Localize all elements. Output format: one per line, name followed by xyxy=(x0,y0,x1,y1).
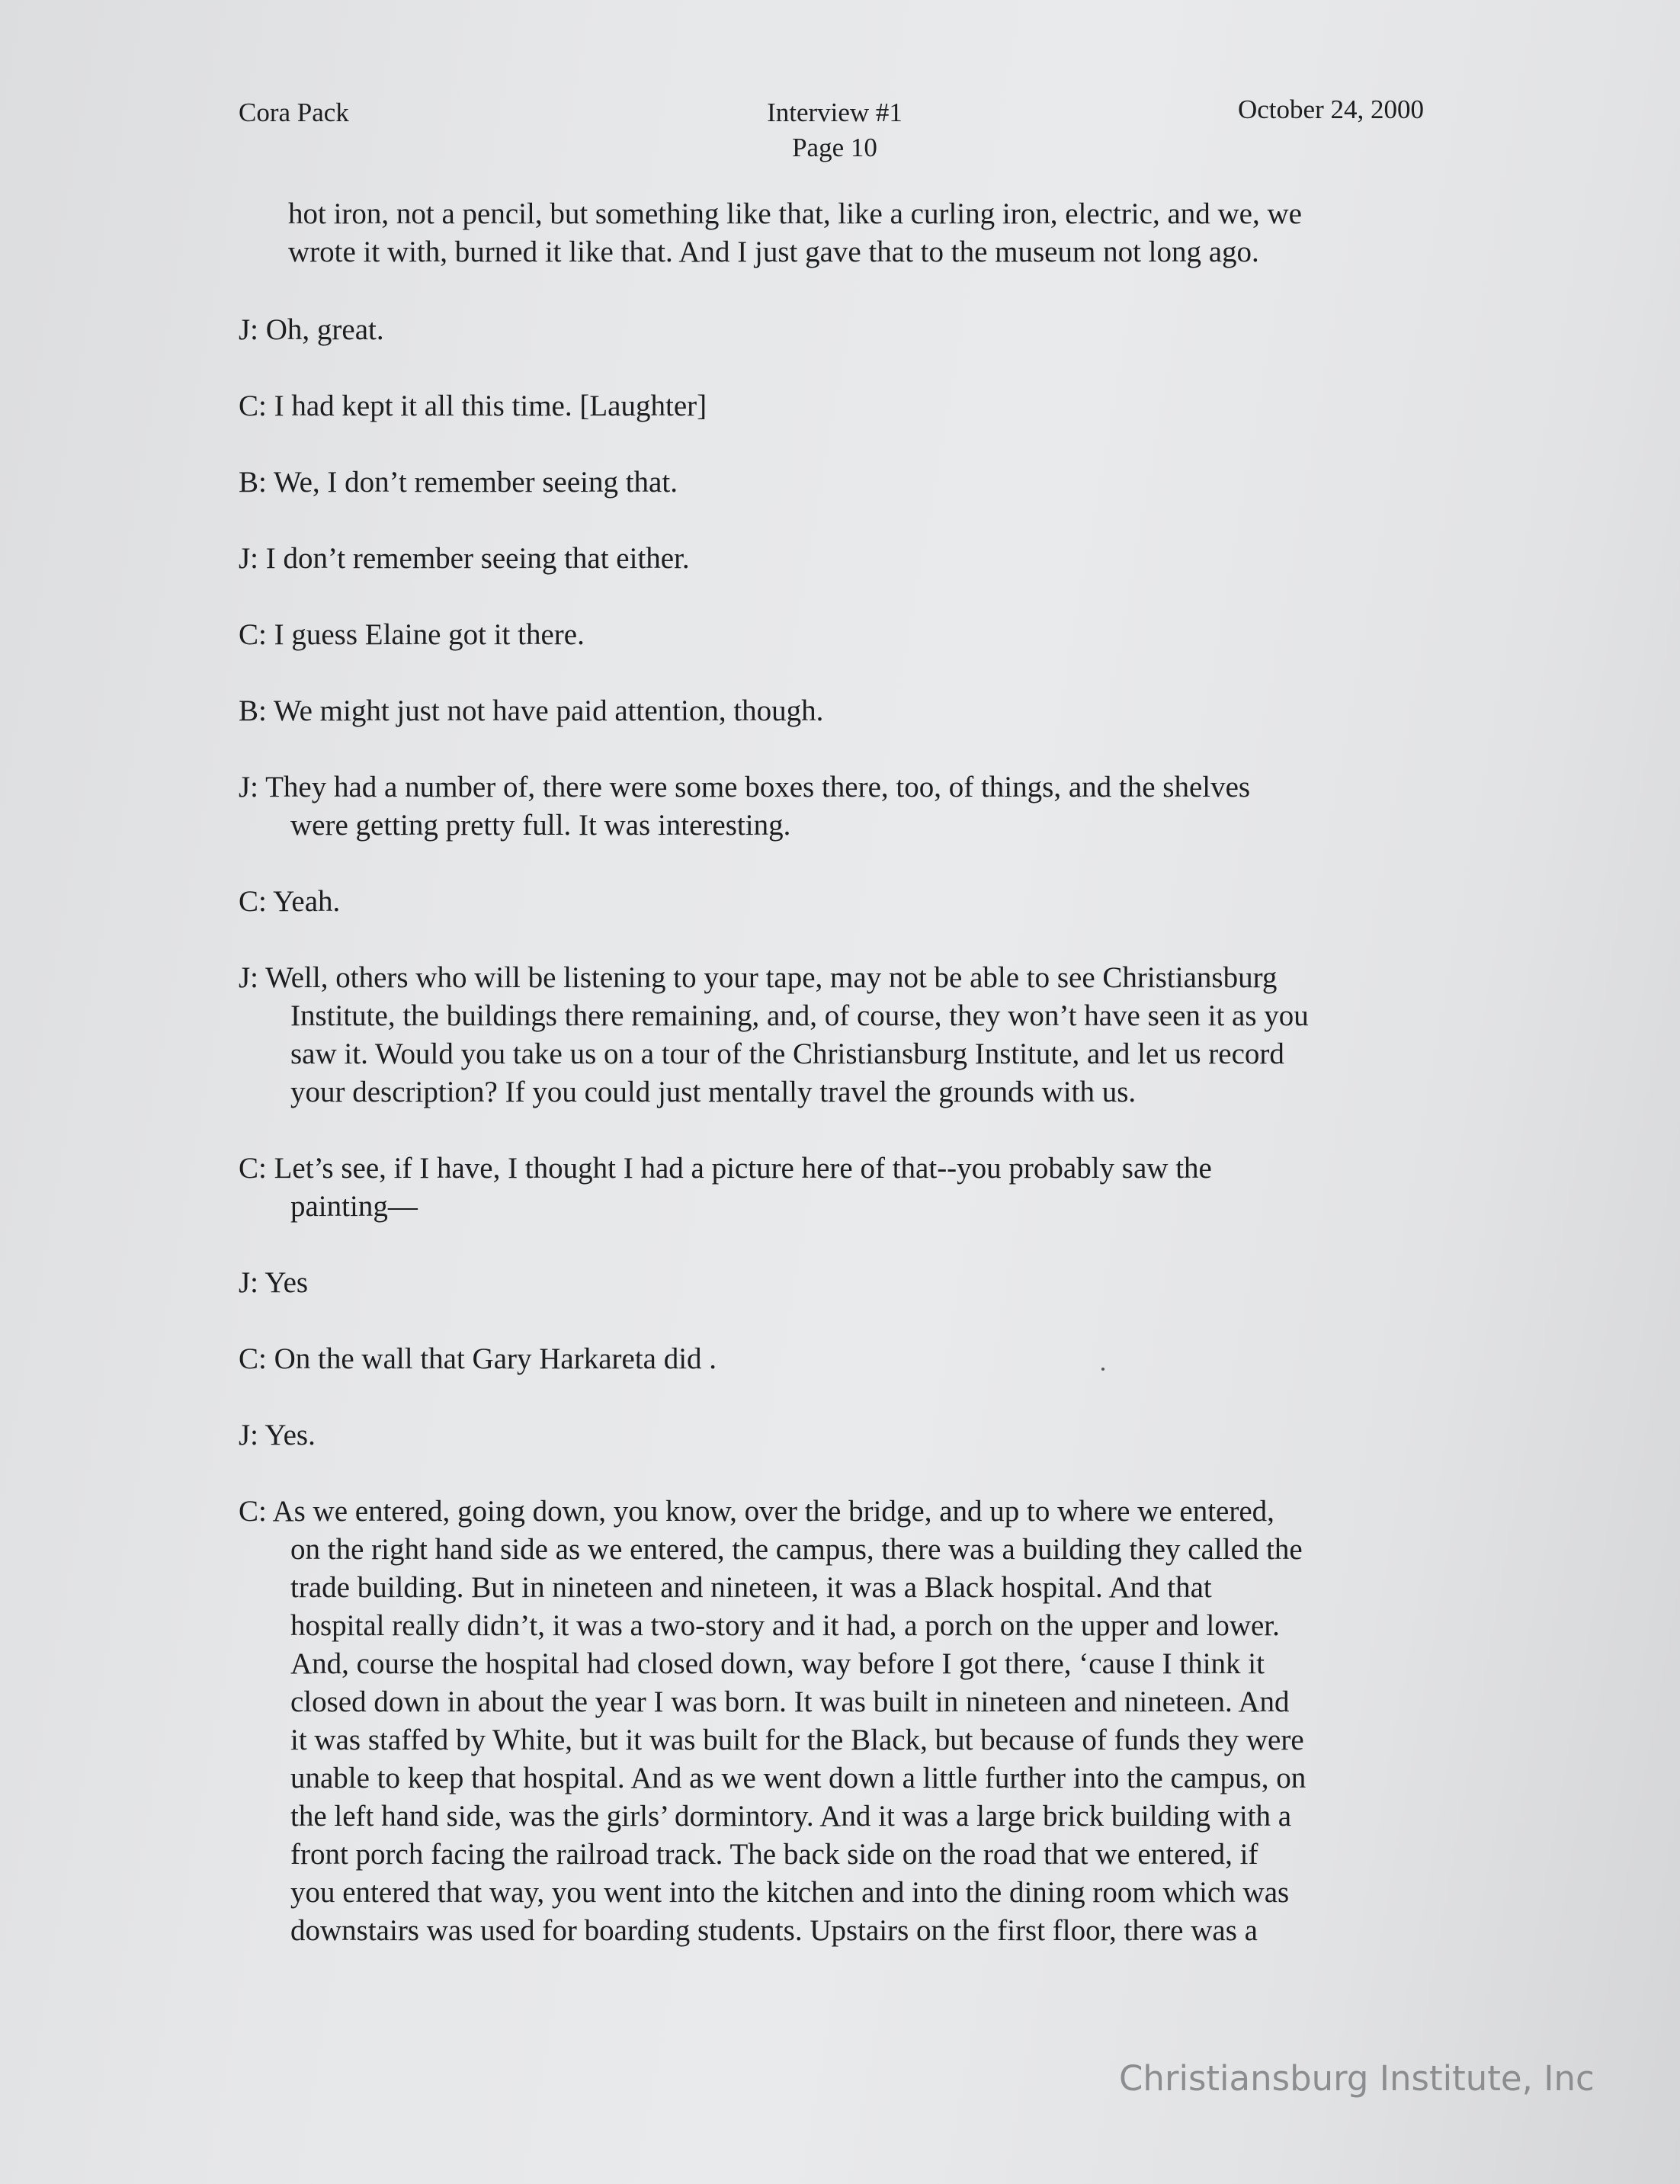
dialogue-entry xyxy=(239,1340,1525,1378)
speaker-label: C: xyxy=(239,885,267,918)
text-line: Institute, the buildings there remaining, and, of course, they won’t have seen it as you xyxy=(290,999,1309,1032)
text-line: On the wall that Gary Harkareta did . xyxy=(274,1342,717,1375)
dialogue-entry xyxy=(239,883,1525,921)
text-line: downstairs was used for boarding students. Upstairs on the first floor, there was a xyxy=(290,1914,1258,1947)
text-line: Well, others who will be listening to your tape, may not be able to see Christiansburg xyxy=(265,961,1278,994)
text-line: Oh, great. xyxy=(265,313,384,346)
dialogue-entry xyxy=(239,768,1525,845)
header-center xyxy=(766,95,903,165)
text-line: I don’t remember seeing that either. xyxy=(265,542,690,575)
text-line: Yes. xyxy=(265,1419,316,1451)
dialogue-entry xyxy=(239,1150,1525,1226)
dialogue-entry xyxy=(239,311,1525,349)
dialogue-entry xyxy=(239,540,1525,578)
paper-speck xyxy=(1101,1368,1105,1371)
header-date: October 24, 2000 xyxy=(1238,95,1424,124)
text-line: We, I don’t remember seeing that. xyxy=(273,466,678,499)
text-line: As we entered, going down, you know, over the bridge, and up to where we entered, xyxy=(272,1495,1274,1528)
text-line: on the right hand side as we entered, the campus, there was a building they called the xyxy=(290,1533,1303,1566)
text-line: it was staffed by White, but it was built for the Black, but because of funds they were xyxy=(290,1724,1304,1756)
dialogue-entry xyxy=(239,959,1525,1111)
text-line: hot iron, not a pencil, but something like that, like a curling iron, electric, and we, we xyxy=(288,197,1302,230)
text-line: unable to keep that hospital. And as we went down a little further into the campus, on xyxy=(290,1762,1306,1794)
text-line: closed down in about the year I was born. It was built in nineteen and nineteen. And xyxy=(290,1685,1290,1718)
dialogue-entry xyxy=(239,692,1525,730)
header-interview-number: Interview #1 xyxy=(767,98,903,127)
text-line: your description? If you could just mentally travel the grounds with us. xyxy=(290,1076,1137,1108)
text-line: Yeah. xyxy=(273,885,341,918)
dialogue-entry xyxy=(239,463,1525,502)
speaker-label: J: xyxy=(239,961,259,994)
text-line: wrote it with, burned it like that. And I just gave that to the museum not long ago. xyxy=(288,236,1259,268)
text-line: I had kept it all this time. [Laughter] xyxy=(274,390,707,422)
speaker-label: J: xyxy=(239,771,259,803)
text-line: were getting pretty full. It was interesting. xyxy=(290,809,791,842)
header-page-number: Page 10 xyxy=(792,133,877,162)
watermark: Christiansburg Institute, Inc xyxy=(1119,2058,1595,2099)
text-line: front porch facing the railroad track. The back side on the road that we entered, if xyxy=(290,1838,1258,1871)
dialogue-entry xyxy=(239,1416,1525,1454)
speaker-label: J: xyxy=(239,542,259,575)
speaker-label: J: xyxy=(239,1266,259,1299)
speaker-label: C: xyxy=(239,1152,267,1185)
continuation-paragraph xyxy=(288,195,1477,271)
text-line: painting— xyxy=(290,1190,418,1223)
text-line: Yes xyxy=(265,1266,309,1299)
speaker-label: J: xyxy=(239,1419,259,1451)
dialogue-entry xyxy=(239,1493,1525,1950)
speaker-label: C: xyxy=(239,1342,267,1375)
dialogue-entry xyxy=(239,387,1525,425)
text-line: We might just not have paid attention, though. xyxy=(273,694,824,727)
speaker-label: B: xyxy=(239,466,267,499)
text-line: saw it. Would you take us on a tour of the Christiansburg Institute, and let us record xyxy=(290,1037,1284,1070)
dialogue-entry xyxy=(239,1264,1525,1302)
text-line: you entered that way, you went into the kitchen and into the dining room which was xyxy=(290,1876,1290,1909)
text-line: And, course the hospital had closed down, way before I got there, ‘cause I think it xyxy=(290,1647,1265,1680)
text-line: trade building. But in nineteen and nineteen, it was a Black hospital. And that xyxy=(290,1571,1212,1604)
text-line: the left hand side, was the girls’ dormintory. And it was a large brick building with a xyxy=(290,1800,1292,1833)
text-line: They had a number of, there were some boxes there, too, of things, and the shelves xyxy=(265,771,1251,803)
dialogue-entry xyxy=(239,616,1525,654)
text-line: Let’s see, if I have, I thought I had a picture here of that--you probably saw the xyxy=(274,1152,1212,1185)
header-interviewee: Cora Pack xyxy=(239,98,349,127)
text-line: hospital really didn’t, it was a two-story and it had, a porch on the upper and lower. xyxy=(290,1609,1280,1642)
speaker-label: C: xyxy=(239,390,267,422)
speaker-label: C: xyxy=(239,618,267,651)
speaker-label: C: xyxy=(239,1495,267,1528)
speaker-label: J: xyxy=(239,313,259,346)
speaker-label: B: xyxy=(239,694,267,727)
text-line: I guess Elaine got it there. xyxy=(274,618,585,651)
